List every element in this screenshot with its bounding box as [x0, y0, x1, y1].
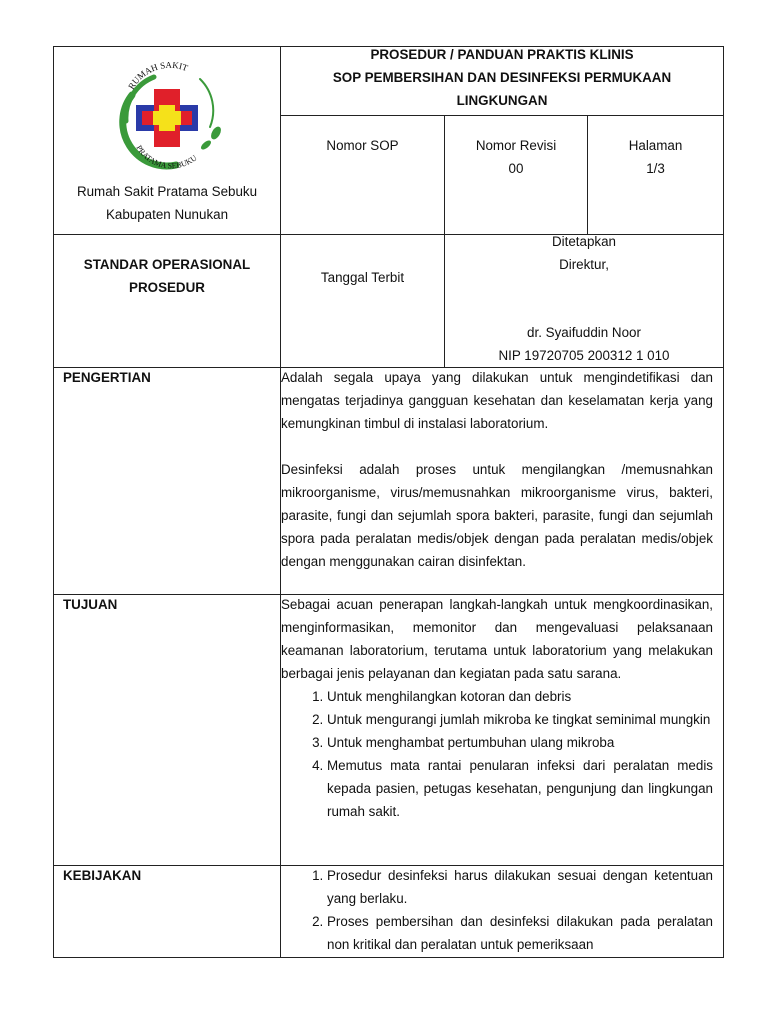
standard-title-line-1: STANDAR OPERASIONAL [83, 257, 251, 272]
kebijakan-label: KEBIJAKAN [63, 868, 142, 883]
title-line-1: PROSEDUR / PANDUAN PRAKTIS KLINIS [370, 47, 634, 62]
pengertian-content [281, 366, 713, 573]
tujuan-list [281, 685, 713, 823]
hospital-name: Rumah Sakit Pratama Sebuku [76, 184, 258, 199]
halaman-label: Halaman [628, 138, 683, 153]
title-line-3: LINGKUNGAN [456, 93, 548, 108]
signature-block [445, 321, 723, 367]
tujuan-item-3: 3. Untuk menghambat pertumbuhan ulang mikroba [327, 731, 713, 754]
standard-title [54, 253, 280, 299]
signer-nip: NIP 19720705 200312 1 010 [498, 348, 670, 363]
regency-name: Kabupaten Nunukan [105, 207, 229, 222]
hospital-name-block [54, 180, 280, 226]
tujuan-item-4: 4. Memutus mata rantai penularan infeksi dari peralatan medis kepada pasien, petugas kesehatan, pengunjung dan lingkungan rumah sakit. [327, 754, 713, 823]
document-title [281, 43, 723, 112]
nomor-sop-cell [281, 134, 444, 157]
sop-document [53, 46, 724, 958]
kebijakan-item-1: 1. Prosedur desinfeksi harus dilakukan sesuai dengan ketentuan yang berlaku. [327, 864, 713, 910]
pengertian-label: PENGERTIAN [63, 370, 151, 385]
ditetapkan-label: Ditetapkan [551, 234, 617, 249]
kebijakan-item-2: 2. Proses pembersihan dan desinfeksi dilakukan pada peralatan non kritikal dan peralatan untuk pemeriksaan [327, 910, 713, 956]
kebijakan-list [281, 864, 713, 956]
logo-top-text: RUMAH SAKIT [126, 59, 190, 92]
tujuan-label: TUJUAN [63, 597, 118, 612]
direktur-label: Direktur, [559, 257, 609, 272]
title-line-2: SOP PEMBERSIHAN DAN DESINFEKSI PERMUKAAN [332, 70, 672, 85]
nomor-revisi-cell [445, 134, 587, 180]
nomor-revisi-value: 00 [508, 161, 524, 176]
tujuan-item-1: 1. Untuk menghilangkan kotoran dan debris [327, 685, 713, 708]
logo-bottom-text: PRATAMA SEBUKU [134, 143, 199, 171]
standard-title-line-2: PROSEDUR [129, 280, 205, 295]
nomor-revisi-label: Nomor Revisi [475, 138, 557, 153]
kebijakan-content [281, 864, 713, 956]
ditetapkan-cell [445, 230, 723, 276]
tanggal-terbit-cell [281, 266, 444, 289]
halaman-cell [588, 134, 723, 180]
tujuan-item-2: 2. Untuk mengurangi jumlah mikroba ke tingkat seminimal mungkin [327, 708, 713, 731]
tanggal-terbit-label: Tanggal Terbit [320, 270, 405, 285]
halaman-value: 1/3 [646, 161, 665, 176]
signer-name: dr. Syaifuddin Noor [527, 325, 641, 340]
pengertian-paragraph-1: Adalah segala upaya yang dilakukan untuk mengindetifikasi dan mengatas terjadinya gangguan kesehatan dan keselamatan kerja yang kemungkinan timbul di instalasi laboratorium. [281, 370, 713, 431]
nomor-sop-label: Nomor SOP [326, 138, 399, 153]
tujuan-content [281, 593, 713, 823]
header-title-divider [280, 115, 723, 116]
tujuan-intro: Sebagai acuan penerapan langkah-langkah untuk mengkoordinasikan, menginformasikan, memonitor dan mengevaluasi pelaksanaan keamanan laboratorium, terutama untuk laboratorium yang melakukan berbagai jenis pelayanan dan kegiatan pada satu sarana. [281, 597, 713, 681]
pengertian-paragraph-2: Desinfeksi adalah proses untuk mengilangkan /memusnahkan mikroorganisme, virus/memusnahkan mikroorganisme virus, bakteri, parasite, fungi dan sejumlah spora bakteri, parasite, fungi dan sejumlah spora pada peralatan medis/objek dengan pada peralatan medis/objek dengan menggunakan cairan disinfektan. [281, 462, 713, 569]
hospital-logo [106, 55, 230, 179]
